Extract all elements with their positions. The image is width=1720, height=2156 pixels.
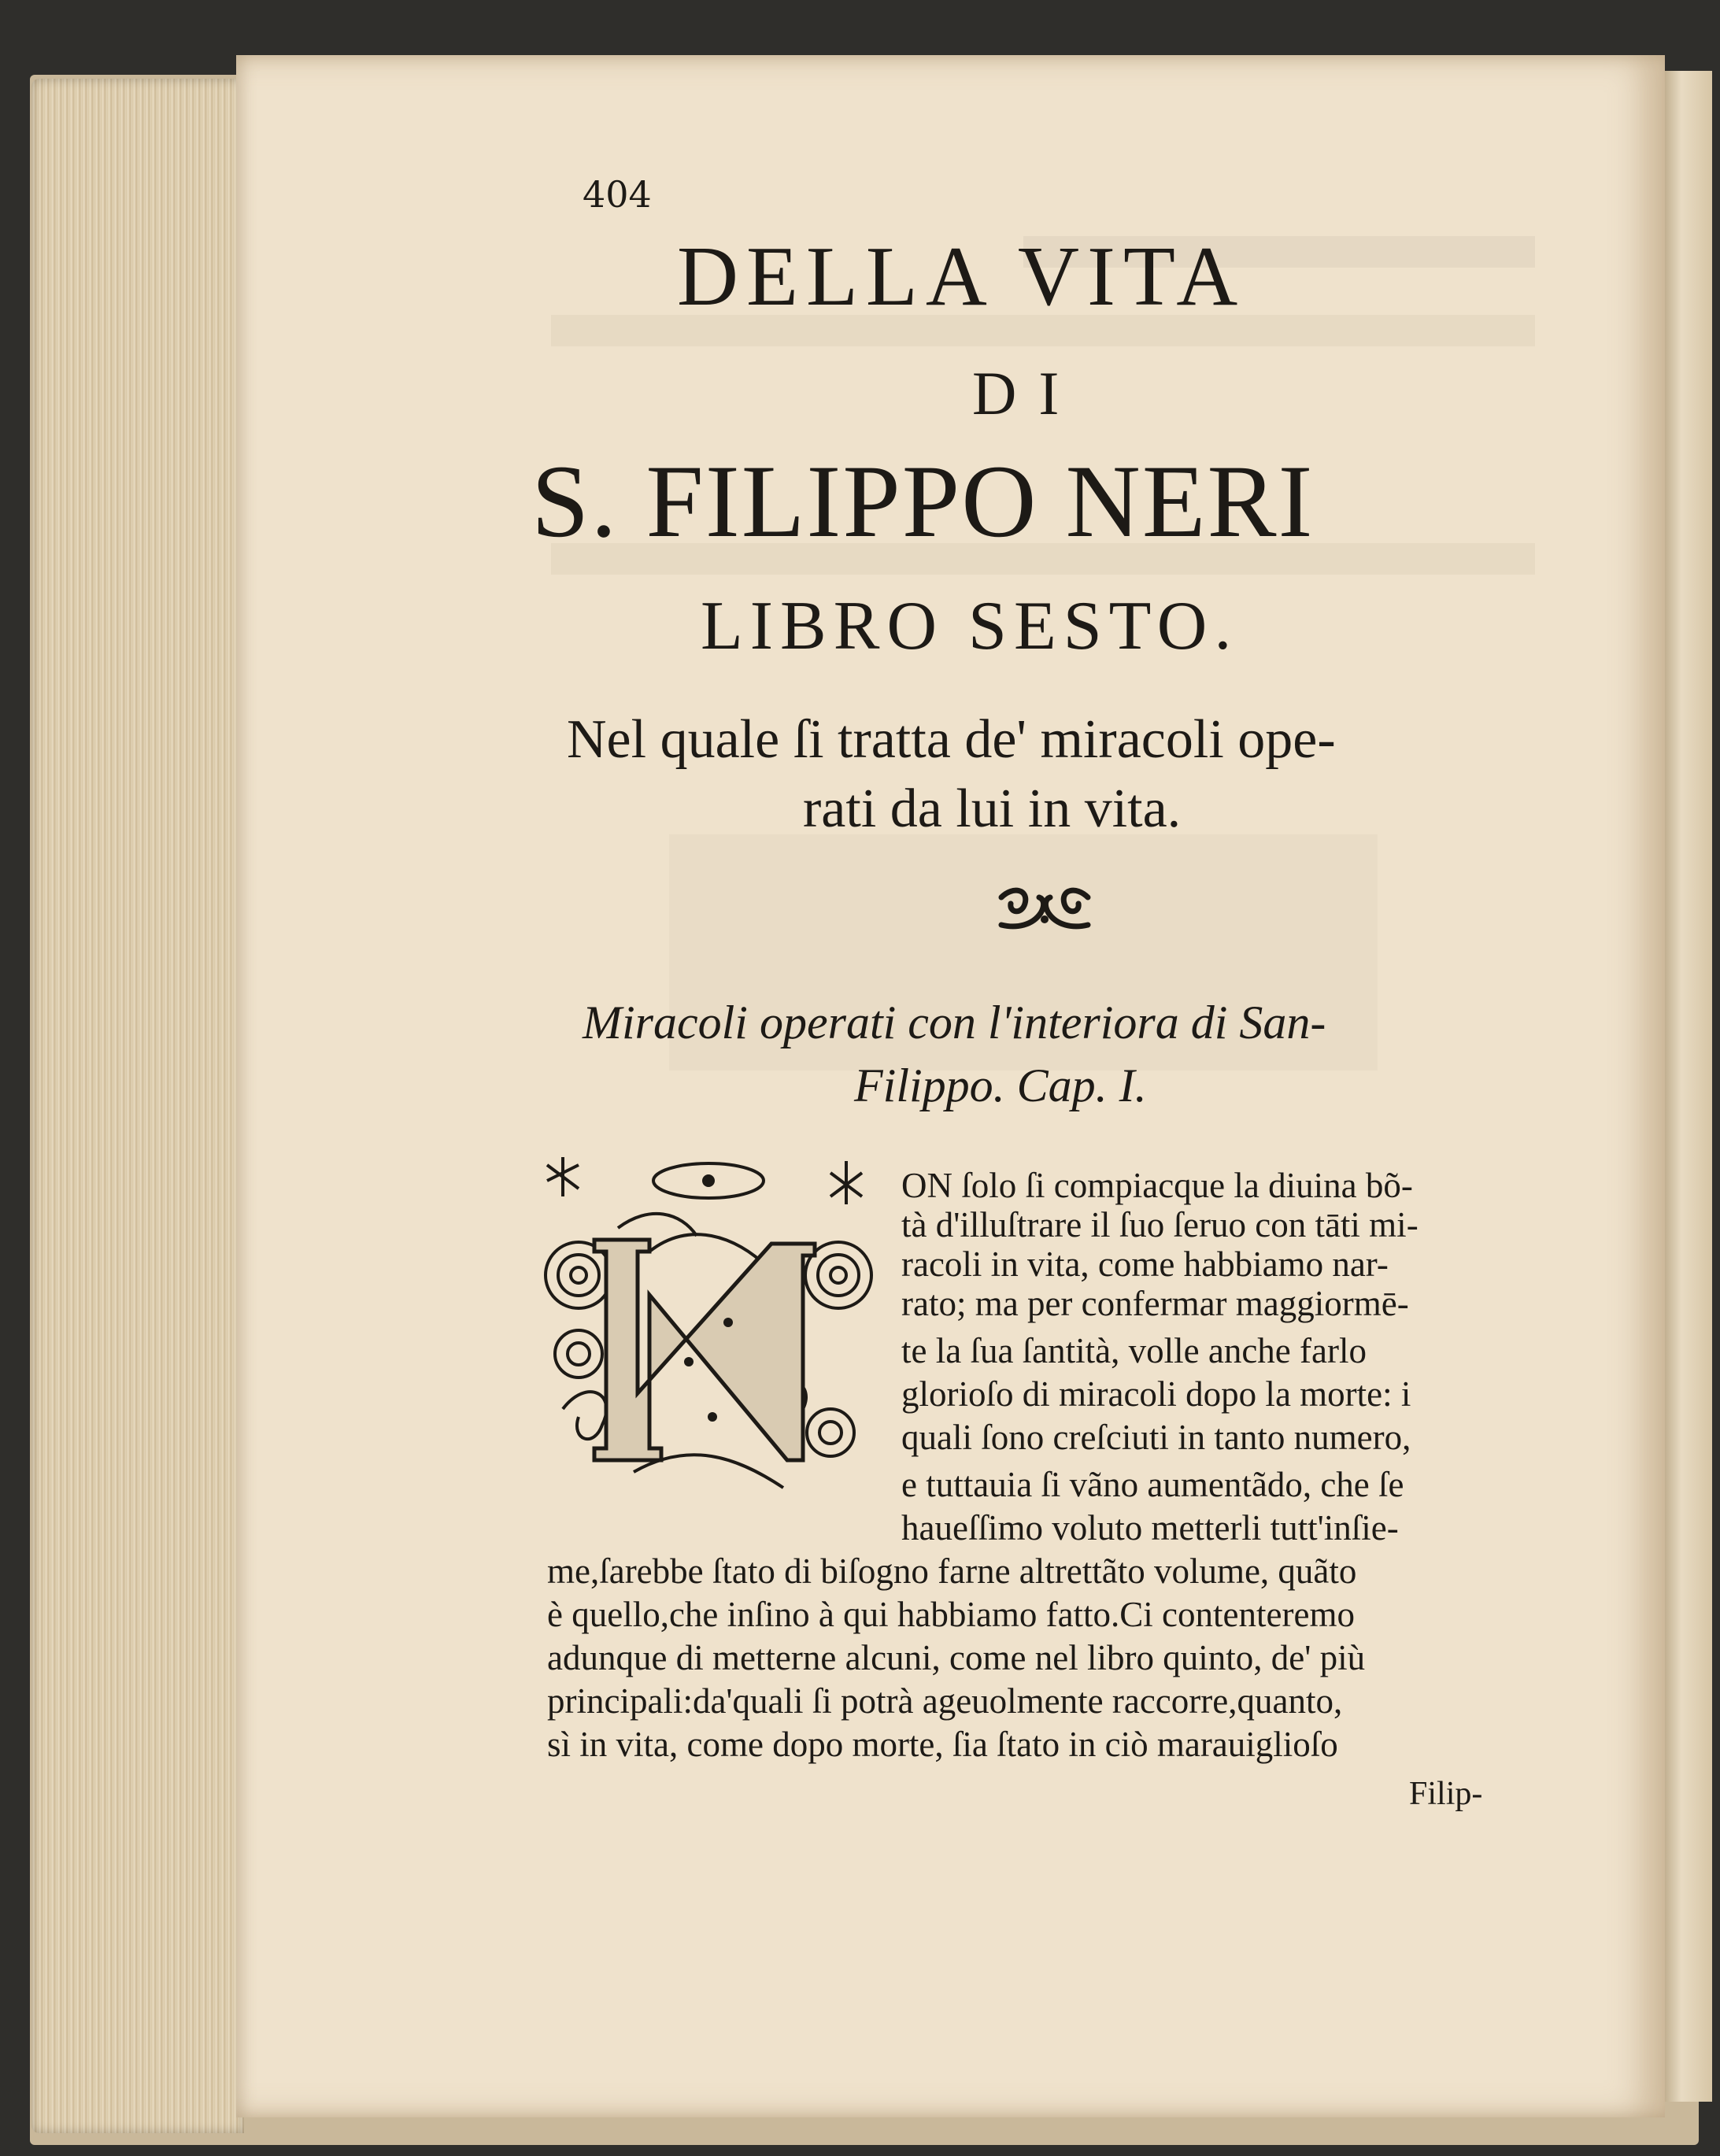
title-line-libro-sesto: LIBRO SESTO.	[701, 588, 1239, 664]
body-text-line: adunque di metterne alcuni, come nel libro quinto, de' più	[547, 1638, 1366, 1677]
page-edges	[31, 79, 244, 2133]
catchword: Filip-	[1409, 1776, 1483, 1812]
body-text-line: e tuttauia ſi vãno aumentãdo, che ſe	[901, 1465, 1404, 1504]
body-text-line: principali:da'quali ſi potrà ageuolmente raccorre,quanto,	[547, 1681, 1343, 1721]
fleuron-ornament-icon	[993, 882, 1096, 937]
body-text-line: è quello,che inſino à qui habbiamo fatto.Ci contenteremo	[547, 1595, 1355, 1634]
subtitle-line: Nel quale ſi tratta de' miracoli ope-	[567, 709, 1336, 770]
body-text-line: ON ſolo ſi compiacque la diuina bõ-	[901, 1166, 1413, 1205]
chapter-heading-line: Miracoli operati con l'interiora di San-	[583, 997, 1326, 1048]
body-text-line: racoli in vita, come habbiamo nar-	[901, 1244, 1389, 1284]
page-number: 404	[583, 173, 652, 216]
body-text-line: sì in vita, come dopo morte, ſia ſtato in ciò marauiglioſo	[547, 1725, 1338, 1764]
body-text-line: glorioſo di miracoli dopo la morte: i	[901, 1374, 1411, 1414]
title-line-filippo-neri: S. FILIPPO NERI	[531, 443, 1315, 559]
body-text-line: me,ſarebbe ſtato di biſogno farne altrettãto volume, quãto	[547, 1551, 1357, 1591]
title-line-di: DI	[972, 359, 1082, 427]
body-text-line: haueſſimo voluto metterli tutt'inſie-	[901, 1508, 1399, 1548]
body-text-line: te la ſua ſantità, volle anche farlo	[901, 1331, 1367, 1370]
decorated-initial-n-icon	[531, 1157, 878, 1503]
body-text-line: rato; ma per confermar maggiormē-	[901, 1284, 1409, 1323]
body-text-line: quali ſono creſciuti in tanto numero,	[901, 1418, 1411, 1457]
facing-page-edge	[1661, 71, 1712, 2102]
chapter-heading-line: Filippo. Cap. I.	[854, 1060, 1147, 1111]
subtitle-line: rati da lui in vita.	[803, 778, 1182, 839]
body-text-line: tà d'illuſtrare il ſuo ſeruo con tāti mi-	[901, 1205, 1419, 1244]
title-line-della-vita: DELLA VITA	[677, 230, 1246, 324]
